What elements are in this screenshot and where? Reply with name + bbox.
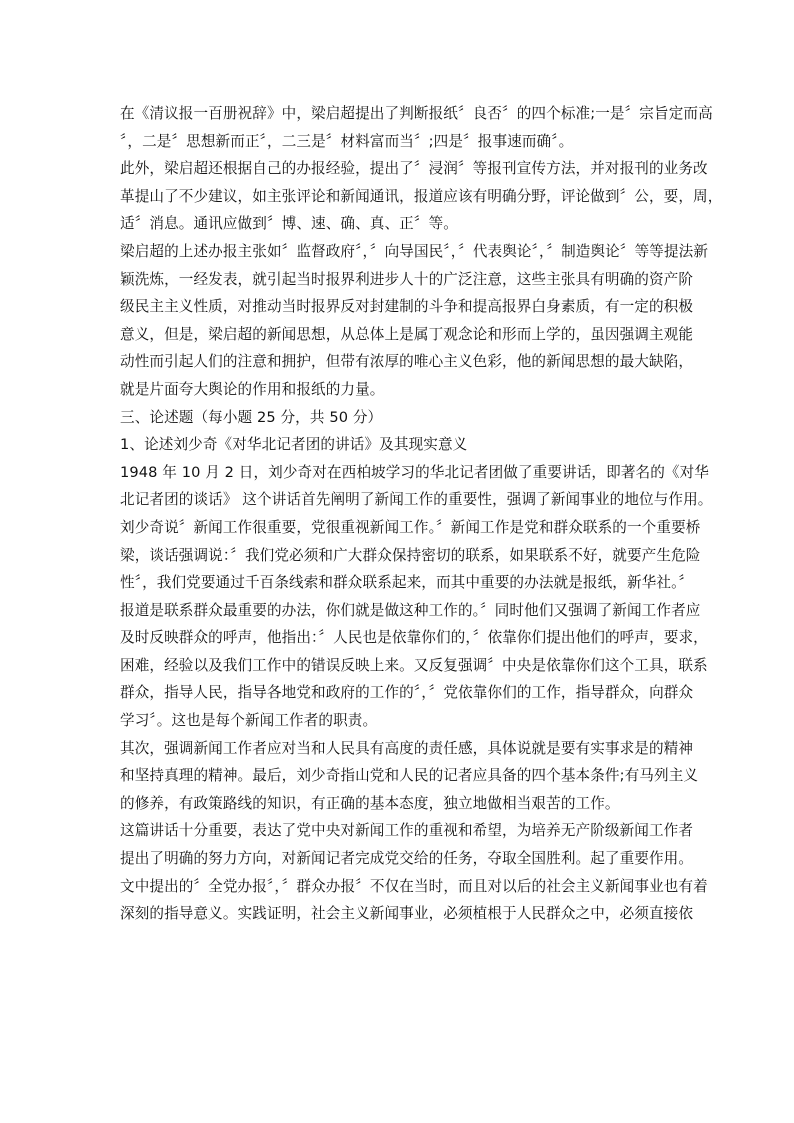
text-line: 就是片面夸大舆论的作用和报纸的力量。: [120, 380, 385, 398]
text-line: 文中提出的〞全党办报〞，〞群众办报〞不仅在当时，而且对以后的社会主义新闻事业也有着: [120, 877, 708, 895]
text-line: 此外，梁启超还根据自己的办报经验，提出了〞浸润〞等报刊宣传方法，并对报刊的业务改: [120, 160, 708, 178]
text-line: 的修养，有政策路线的知识，有正确的基本态度，独立地做相当艰苦的工作。: [120, 794, 620, 812]
text-line: 深刻的指导意义。实践证明，社会主义新闻事业，必须植根于人民群众之中，必须直接依: [120, 905, 694, 923]
question-heading: 1、论述刘少奇《对华北记者团的讲话》及其现实意义: [120, 436, 468, 454]
text-line: 北记者团的谈话》 这个讲话首先阐明了新闻工作的重要性，强调了新闻事业的地位与作用。: [120, 491, 713, 509]
text-line: 梁，谈话强调说：〞我们党必须和广大群众保持密切的联系，如果联系不好，就要产生危险: [120, 546, 701, 564]
text-line: 在《清议报一百册祝辞》中，梁启超提出了判断报纸〞良否〞的四个标准;一是〞宗旨定而高: [120, 105, 713, 122]
text-line: 颖洗炼，一经发表，就引起当时报界利进步人十的广泛注意，这些主张具有明确的资产阶: [120, 270, 694, 288]
text-line: 其次，强调新闻工作者应对当和人民具有高度的责任感，具体说就是要有实事求是的精神: [120, 739, 694, 757]
text-line: 提出了明确的努力方向，对新闻记者完成党交给的任务，夺取全国胜利。起了重要作用。: [120, 850, 694, 868]
text-line: 困难，经验以及我们工作中的错误反映上来。又反复强调〞中央是依靠你们这个工具，联系: [120, 656, 708, 674]
text-line: 〞，二是〞思想新而正〞，二三是〞材料富而当〞;四是〞报事速而确〞。: [120, 132, 574, 150]
document-body: [120, 100, 723, 928]
text-line: 革提山了不少建议，如主张评论和新闻通讯，报道应该有明确分野，评论做到〞公，要，周，: [120, 187, 723, 205]
text-line: 级民主主义性质，对推动当时报界反对封建制的斗争和提高报界白身素质，有一定的积极: [120, 298, 694, 316]
text-line: 报道是联系群众最重要的办法，你们就是做这种工作的。〞同时他们又强调了新闻工作者应: [120, 601, 701, 619]
text-line: 和坚持真理的精神。最后，刘少奇指山党和人民的记者应具备的四个基本条件;有马列主义: [120, 767, 699, 785]
text-line: 性〞，我们党要通过千百条线索和群众联系起来，而其中重要的办法就是报纸，新华社。〞: [120, 574, 694, 592]
text-line: 动性而引起人们的注意和拥护，但带有浓厚的唯心主义色彩，他的新闻思想的最大缺陷，: [120, 353, 694, 371]
text-line: 1948 年 10 月 2 日，刘少奇对在西柏坡学习的华北记者团做了重要讲话，即著名的《对华: [120, 463, 709, 481]
text-line: 这篇讲话十分重要，表达了党中央对新闻工作的重视和希望，为培养无产阶级新闻工作者: [120, 822, 694, 840]
text-line: 刘少奇说〞新闻工作很重要，党很重视新闻工作。〞新闻工作是党和群众联系的一个重要桥: [120, 518, 701, 536]
text-line: 群众，指导人民，指导各地党和政府的工作的〞，〞党依靠你们的工作，指导群众，向群众: [120, 684, 694, 702]
text-line: 及时反映群众的呼声，他指出：〞人民也是依靠你们的，〞依靠你们提出他们的呼声，要求，: [120, 629, 708, 647]
text-line: 适〞消息。通讯应做到〞博、速、确、真、正〞等。: [120, 215, 458, 233]
section-heading: 三、论述题（每小题 25 分，共 50 分）: [120, 408, 383, 426]
text-line: 学习〞。这也是每个新闻工作者的职责。: [120, 712, 378, 730]
text-line: 意义，但是，梁启超的新闻思想，从总体上是属丁观念论和形而上学的，虽因强调主观能: [120, 325, 694, 343]
text-line: 梁启超的上述办报主张如〞监督政府〞，〞向导国民〞，〞代表舆论〞，〞制造舆论〞等等提法新: [120, 242, 709, 260]
